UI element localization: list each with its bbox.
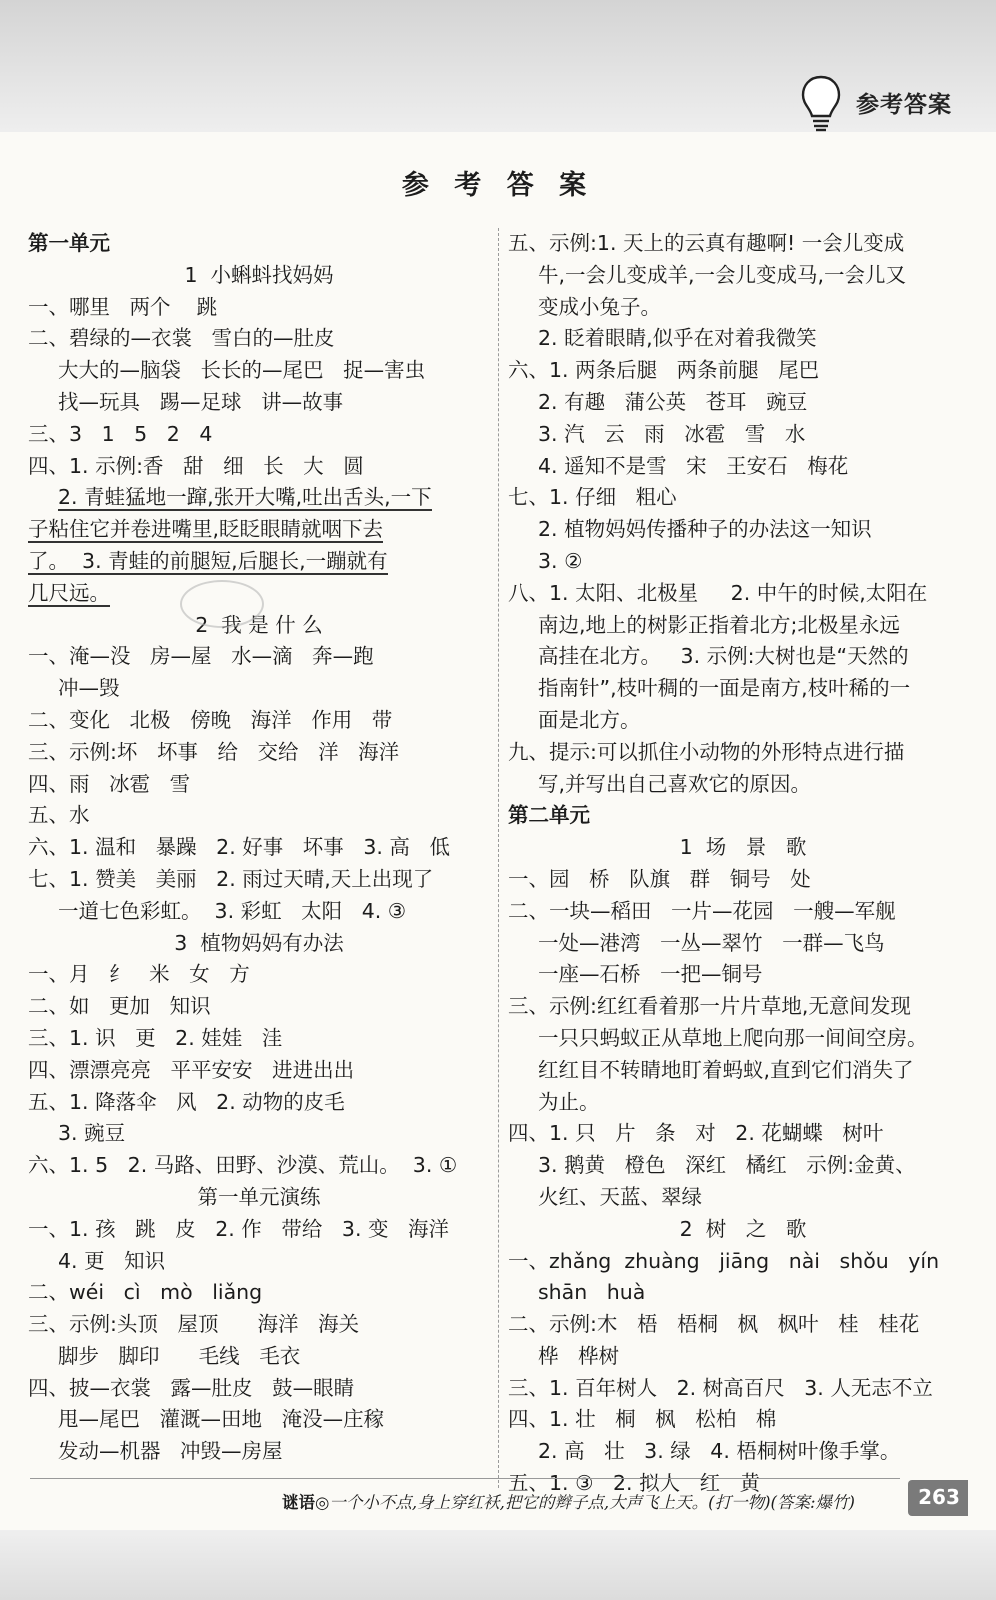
riddle-text: 一个小不点,身上穿红袄,把它的辫子点,大声飞上天。(打一物)(答案:爆竹) xyxy=(329,1493,855,1512)
answer-line: 三、示例:坏 坏事 给 交给 洋 海洋 xyxy=(28,739,400,764)
answer-line: 变成小兔子。 xyxy=(538,294,661,319)
answer-line: 找—玩具 踢—足球 讲—故事 xyxy=(58,389,344,414)
answer-line: 火红、天蓝、翠绿 xyxy=(538,1184,702,1209)
answer-line: 写,并写出自己喜欢它的原因。 xyxy=(538,771,812,796)
answer-line: 一、1. 孩 跳 皮 2. 作 带给 3. 变 海洋 xyxy=(28,1216,450,1241)
answer-line: 七、1. 仔细 粗心 xyxy=(508,485,677,510)
lesson-title: 第一单元演练 xyxy=(197,1184,321,1209)
header-band xyxy=(0,0,996,132)
answer-line: 大大的—脑袋 长长的—尾巴 捉—害虫 xyxy=(58,358,426,383)
page-title: 参 考 答 案 xyxy=(401,170,595,201)
answer-line: 四、漂漂亮亮 平平安安 进进出出 xyxy=(28,1057,355,1082)
answer-line: 3. ② xyxy=(538,548,583,573)
lesson-title: 3 植物妈妈有办法 xyxy=(174,930,344,955)
answer-line: 一只只蚂蚁正从草地上爬向那一间间空房。 xyxy=(538,1025,928,1050)
footer-band xyxy=(0,1530,996,1600)
underlined-text: 子粘住它并卷进嘴里,眨眨眼睛就咽下去 xyxy=(28,517,384,542)
section-heading: 第一单元 xyxy=(28,231,110,255)
answer-line: 一、园 桥 队旗 群 铜号 处 xyxy=(508,866,811,891)
answer-line: 二、如 更加 知识 xyxy=(28,994,211,1019)
riddle-label: 谜语◎ xyxy=(282,1493,330,1512)
answer-line: 脚步 脚印 毛线 毛衣 xyxy=(58,1343,301,1368)
stamp-mark xyxy=(180,580,264,628)
right-column xyxy=(508,228,978,1500)
answer-line: 二、变化 北极 傍晚 海洋 作用 带 xyxy=(28,707,393,732)
answer-line: 六、1. 5 2. 马路、田野、沙漠、荒山。 3. ① xyxy=(28,1153,458,1178)
answer-line: 四、1. 壮 桐 枫 松柏 棉 xyxy=(508,1407,777,1432)
lesson-title: 1 场 景 歌 xyxy=(679,835,807,860)
lesson-title: 2 树 之 歌 xyxy=(679,1216,807,1241)
answer-line: shān huà xyxy=(538,1280,646,1305)
answer-line: 一、zhǎng zhuàng jiāng nài shǒu yín xyxy=(508,1248,940,1273)
answer-line: 2. 植物妈妈传播种子的办法这一知识 xyxy=(538,517,872,542)
answer-line: 五、示例:1. 天上的云真有趣啊! 一会儿变成 xyxy=(508,231,905,255)
answer-line: 指南针”,枝叶稠的一面是南方,枝叶稀的一 xyxy=(538,676,911,701)
answer-line xyxy=(28,514,490,546)
answer-line: 一、淹—没 房—屋 水—滴 奔—跑 xyxy=(28,644,374,669)
answer-line: 五、水 xyxy=(28,803,90,828)
answer-line: 三、3 1 5 2 4 xyxy=(28,421,213,446)
answer-line: 五、1. 降落伞 风 2. 动物的皮毛 xyxy=(28,1089,345,1114)
answer-line: 三、示例:红红看着那一片片草地,无意间发现 xyxy=(508,994,911,1019)
answer-line: 九、提示:可以抓住小动物的外形特点进行描 xyxy=(508,739,905,764)
lesson-title: 2 我 是 什 么 xyxy=(195,612,323,637)
answer-line: 高挂在北方。 3. 示例:大树也是“天然的 xyxy=(538,644,909,669)
answer-line: 4. 遥知不是雪 宋 王安石 梅花 xyxy=(538,453,849,478)
answer-line: 四、1. 只 片 条 对 2. 花蝴蝶 树叶 xyxy=(508,1121,884,1146)
answer-line: 发动—机器 冲毁—房屋 xyxy=(58,1439,283,1464)
section-heading: 第二单元 xyxy=(508,803,590,828)
answer-line: 牛,一会儿变成羊,一会儿变成马,一会儿又 xyxy=(538,262,907,287)
underlined-text: 了。 3. 青蛙的前腿短,后腿长,一蹦就有 xyxy=(28,548,388,573)
answer-line: 3. 鹅黄 橙色 深红 橘红 示例:金黄、 xyxy=(538,1153,916,1178)
answer-line: 面是北方。 xyxy=(538,707,641,732)
answer-line: 三、1. 百年树人 2. 树高百尺 3. 人无志不立 xyxy=(508,1375,933,1400)
answer-line: 一处—港湾 一丛—翠竹 一群—飞鸟 xyxy=(538,930,885,955)
footer-riddle xyxy=(282,1489,855,1513)
answer-line: 二、wéi cì mò liǎng xyxy=(28,1280,263,1305)
answer-line: 四、1. 示例:香 甜 细 长 大 圆 xyxy=(28,453,364,478)
left-column xyxy=(28,228,490,1468)
answer-line: 冲—毁 xyxy=(58,676,120,701)
answer-line: 红红目不转睛地盯着蚂蚁,直到它们消失了 xyxy=(538,1057,914,1082)
answer-line: 三、示例:头顶 屋顶 海洋 海关 xyxy=(28,1312,360,1337)
underlined-text: 几尺远。 xyxy=(28,580,110,605)
answer-line: 2. 高 壮 3. 绿 4. 梧桐树叶像手掌。 xyxy=(538,1439,901,1464)
answer-line: 一座—石桥 一把—铜号 xyxy=(538,962,763,987)
footer-divider xyxy=(30,1478,900,1479)
answer-line: 四、雨 冰雹 雪 xyxy=(28,771,191,796)
lesson-title: 1 小蝌蚪找妈妈 xyxy=(184,262,334,287)
answer-line: 二、碧绿的—衣裳 雪白的—肚皮 xyxy=(28,326,335,351)
answer-line: 3. 豌豆 xyxy=(58,1121,126,1146)
answer-line: 六、1. 两条后腿 两条前腿 尾巴 xyxy=(508,358,820,383)
answer-line: 六、1. 温和 暴躁 2. 好事 坏事 3. 高 低 xyxy=(28,835,450,860)
answer-line: 2. 有趣 蒲公英 苍耳 豌豆 xyxy=(538,389,808,414)
answer-line: 二、一块—稻田 一片—花园 一艘—军舰 xyxy=(508,898,896,923)
answer-line: 一道七色彩虹。 3. 彩虹 太阳 4. ③ xyxy=(58,898,407,923)
answer-line: 2. 眨着眼睛,似乎在对着我微笑 xyxy=(538,326,817,351)
answer-line: 七、1. 赞美 美丽 2. 雨过天晴,天上出现了 xyxy=(28,866,434,891)
answer-line: 五、1. ③ 2. 拟人 红 黄 xyxy=(508,1471,761,1496)
answer-line: 甩—尾巴 灌溉—田地 淹没—庄稼 xyxy=(58,1407,385,1432)
lightbulb-icon xyxy=(800,74,842,134)
page-number: 263 xyxy=(918,1485,960,1509)
answer-line: 3. 汽 云 雨 冰雹 雪 水 xyxy=(538,421,806,446)
answer-line xyxy=(28,482,490,514)
answer-line: 南边,地上的树影正指着北方;北极星永远 xyxy=(538,612,900,637)
answer-line: 二、示例:木 梧 梧桐 枫 枫叶 桂 桂花 xyxy=(508,1312,920,1337)
answer-line: 一、哪里 两个 跳 xyxy=(28,294,218,319)
answer-line xyxy=(28,546,490,578)
answer-line: 一、月 纟 米 女 方 xyxy=(28,962,250,987)
answer-line: 四、披—衣裳 露—肚皮 鼓—眼睛 xyxy=(28,1375,355,1400)
answer-line: 桦 桦树 xyxy=(538,1343,620,1368)
header-label: 参考答案 xyxy=(856,92,952,118)
column-divider xyxy=(498,228,499,1488)
answer-line: 八、1. 太阳、北极星 2. 中午的时候,太阳在 xyxy=(508,580,928,605)
answer-line: 为止。 xyxy=(538,1089,600,1114)
answer-line: 三、1. 识 更 2. 娃娃 洼 xyxy=(28,1025,283,1050)
underlined-text: 2. 青蛙猛地一蹿,张开大嘴,吐出舌头,一下 xyxy=(58,485,432,510)
answer-line: 4. 更 知识 xyxy=(58,1248,166,1273)
